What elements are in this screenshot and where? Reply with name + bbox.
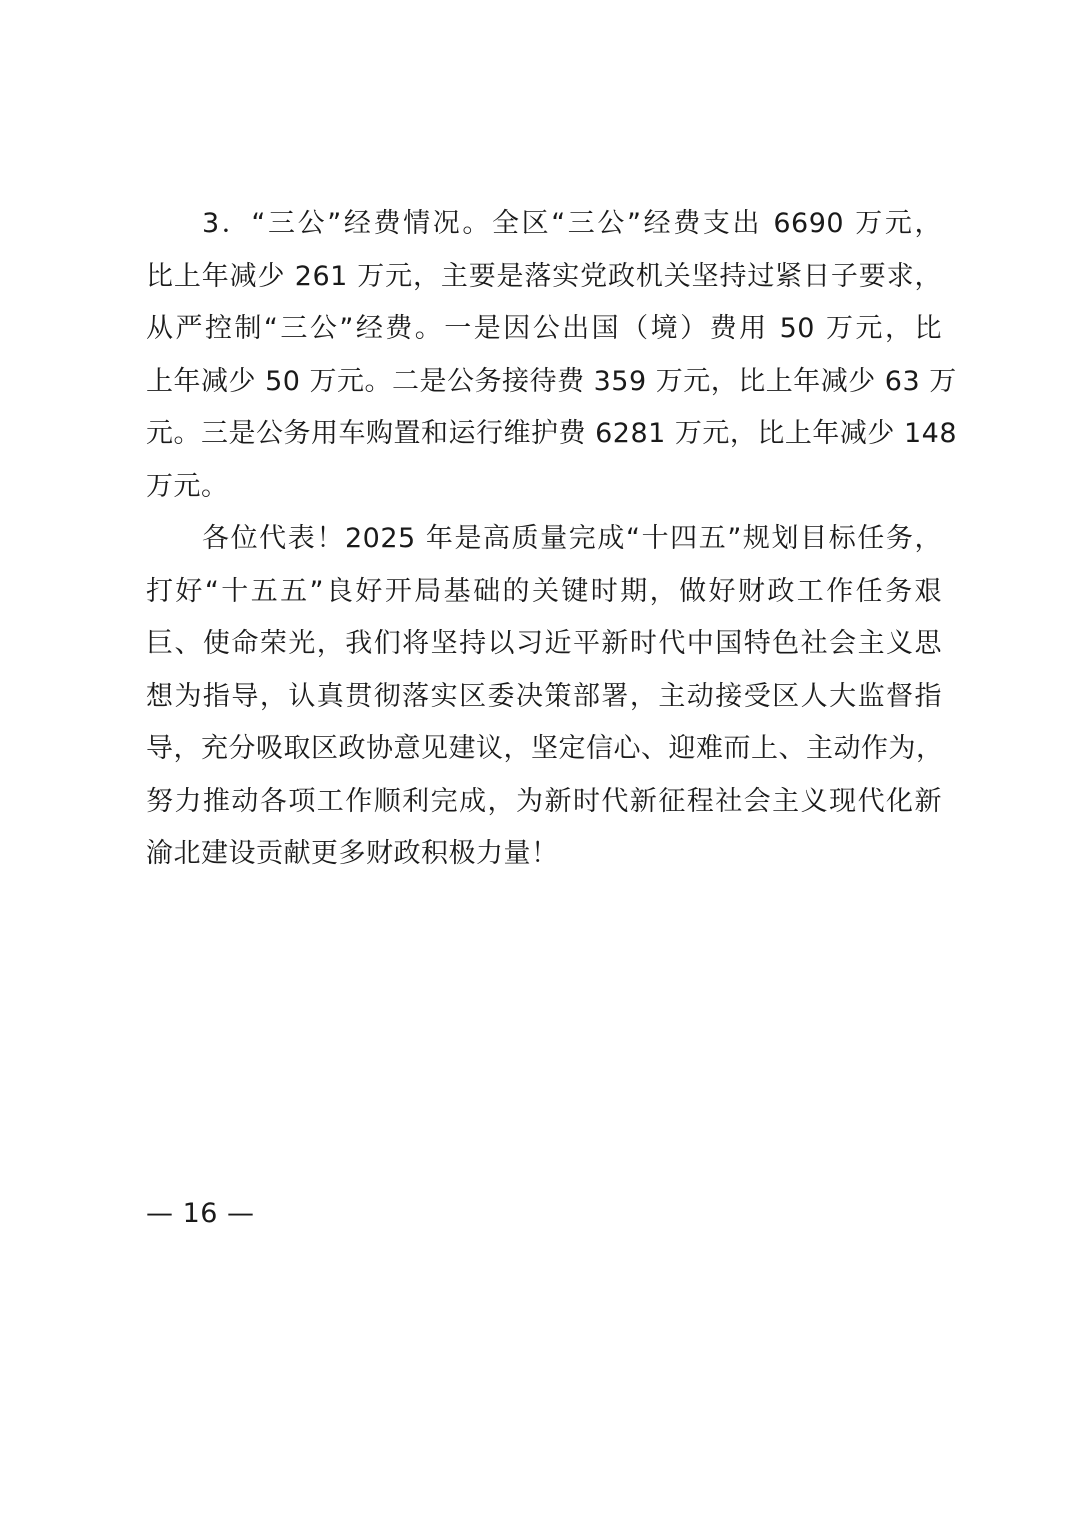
text-line: 巨、使命荣光，我们将坚持以习近平新时代中国特色社会主义思 [146,628,942,659]
text-line: 渝北建设贡献更多财政积极力量！ [146,838,559,869]
paragraph-three-public-expenses [146,198,957,513]
body-text [146,198,957,881]
text-line: 从严控制“三公”经费。一是因公出国（境）费用 50 万元，比 [146,313,942,344]
text-line: 万元。 [146,470,229,502]
text-line: 上年减少 50 万元。二是公务接待费 359 万元，比上年减少 63 万 [146,365,957,397]
text-line: 导，充分吸取区政协意见建议，坚定信心、迎难而上、主动作为， [146,733,944,764]
page-number: — 16 — [146,1198,255,1229]
text-line: 努力推动各项工作顺利完成，为新时代新征程社会主义现代化新 [146,785,942,817]
text-line: 各位代表！2025 年是高质量完成“十四五”规划目标任务， [202,523,942,554]
text-line: 打好“十五五”良好开局基础的关键时期，做好财政工作任务艰 [146,575,942,607]
paragraph-closing-remarks [146,513,942,881]
text-line: 元。三是公务用车购置和运行维护费 6281 万元，比上年减少 148 [146,418,957,449]
text-line: 3．“三公”经费情况。全区“三公”经费支出 6690 万元， [202,208,942,239]
text-line: 想为指导，认真贯彻落实区委决策部署，主动接受区人大监督指 [146,680,942,712]
text-line: 比上年减少 261 万元，主要是落实党政机关坚持过紧日子要求， [146,260,942,292]
